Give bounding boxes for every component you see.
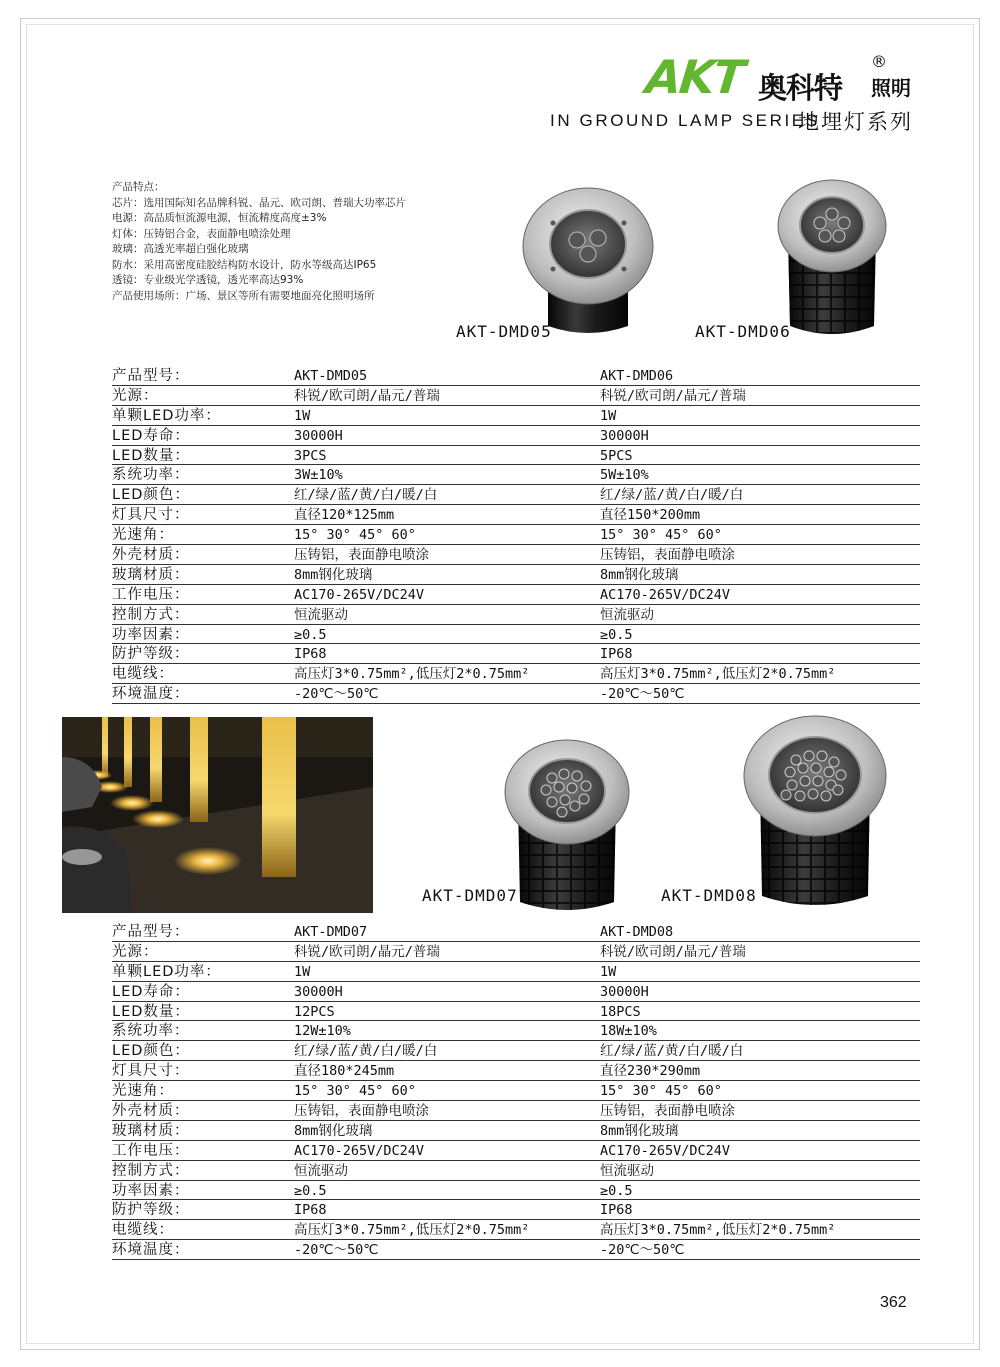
spec-value-left: 8mm钢化玻璃: [294, 566, 373, 583]
spec-value-left: 15° 30° 45° 60°: [294, 1083, 416, 1100]
spec-row: [112, 485, 920, 505]
series-title: [550, 106, 930, 136]
spec-value-left: ≥0.5: [294, 626, 327, 643]
feature-line: 透镜：专业级光学透镜，透光率高达93%: [112, 274, 304, 286]
spec-value-right: 直径150*200mm: [600, 507, 701, 524]
spec-row: [112, 962, 920, 982]
series-title-cn: 地埋灯系列: [798, 110, 913, 134]
spec-value-right: IP68: [600, 646, 633, 663]
spec-label: 系统功率：: [112, 1023, 190, 1040]
spec-value-left: 红/绿/蓝/黄/白/暖/白: [294, 487, 438, 504]
spec-row: [112, 1101, 920, 1121]
spec-row: [112, 1121, 920, 1141]
spec-value-left: 科锐/欧司朗/晶元/普瑞: [294, 943, 440, 960]
spec-label: 控制方式：: [112, 1162, 190, 1179]
spec-value-right: 红/绿/蓝/黄/白/暖/白: [600, 1043, 744, 1060]
spec-row: [112, 1200, 920, 1220]
spec-value-left: 12W±10%: [294, 1023, 351, 1040]
spec-value-left: -20℃～50℃: [294, 686, 379, 703]
spec-value-left: 3PCS: [294, 447, 327, 464]
spec-label: 电缆线：: [112, 666, 174, 683]
spec-value-left: IP68: [294, 646, 327, 663]
spec-label: 环境温度：: [112, 1242, 190, 1259]
spec-value-left: AC170-265V/DC24V: [294, 586, 425, 603]
spec-value-right: 压铸铝，表面静电喷涂: [600, 1103, 735, 1120]
spec-row: [112, 465, 920, 485]
spec-value-left: 高压灯3*0.75mm²,低压灯2*0.75mm²: [294, 1222, 530, 1239]
feature-line: 灯体：压铸铝合金，表面静电喷涂处理: [112, 227, 291, 240]
spec-row: [112, 605, 920, 625]
caption-dmd07: AKT-DMD07: [422, 886, 518, 905]
spec-label: 控制方式：: [112, 606, 190, 623]
product-photo-dmd07: [502, 736, 632, 916]
scene-photo: [62, 717, 373, 913]
spec-value-left: 30000H: [294, 427, 343, 444]
spec-value-left: AC170-265V/DC24V: [294, 1142, 425, 1159]
spec-row: [112, 1061, 920, 1081]
feature-line: 防水：采用高密度硅胶结构防水设计，防水等级高达IP65: [112, 258, 377, 271]
spec-row: [112, 1240, 920, 1260]
spec-value-left: 12PCS: [294, 1003, 335, 1020]
spec-value-right: 5W±10%: [600, 467, 649, 484]
spec-value-right: 30000H: [600, 427, 649, 444]
spec-value-right: 8mm钢化玻璃: [600, 566, 679, 583]
spec-value-left: 恒流驱动: [294, 606, 348, 623]
spec-value-left: 直径120*125mm: [294, 507, 395, 524]
spec-value-right: 1W: [600, 407, 617, 424]
spec-value-left: 3W±10%: [294, 467, 343, 484]
spec-label: 单颗LED功率：: [112, 407, 221, 424]
spec-value-right: IP68: [600, 1202, 633, 1219]
spec-value-right: ≥0.5: [600, 626, 633, 643]
spec-row: [112, 1002, 920, 1022]
spec-value-right: AC170-265V/DC24V: [600, 1142, 731, 1159]
spec-label: 产品型号：: [112, 368, 190, 384]
spec-value-right: 18PCS: [600, 1003, 641, 1020]
spec-value-right: 30000H: [600, 983, 649, 1000]
spec-value-left: 科锐/欧司朗/晶元/普瑞: [294, 387, 440, 404]
spec-label: 灯具尺寸：: [112, 507, 190, 524]
spec-value-right: 15° 30° 45° 60°: [600, 527, 722, 544]
spec-label: 系统功率：: [112, 467, 190, 484]
spec-row: [112, 1161, 920, 1181]
spec-label: LED颜色：: [112, 487, 190, 504]
spec-value-right: 高压灯3*0.75mm²,低压灯2*0.75mm²: [600, 1222, 836, 1239]
spec-value-right: -20℃～50℃: [600, 686, 685, 703]
registered-mark: ®: [871, 52, 887, 71]
spec-value-right: 18W±10%: [600, 1023, 657, 1040]
spec-value-right: 5PCS: [600, 447, 633, 464]
spec-label: 外壳材质：: [112, 547, 190, 564]
spec-value-right: AC170-265V/DC24V: [600, 586, 731, 603]
brand-logo-letters: AKT: [643, 50, 746, 104]
caption-dmd08: AKT-DMD08: [661, 886, 757, 905]
spec-value-left: 8mm钢化玻璃: [294, 1122, 373, 1139]
spec-table-dmd05-dmd06: [112, 366, 920, 704]
spec-label: 光源：: [112, 387, 159, 404]
spec-label: 环境温度：: [112, 686, 190, 703]
caption-dmd05: AKT-DMD05: [456, 322, 552, 341]
feature-line: 电源：高品质恒流源电源，恒流精度高度±3%: [112, 212, 327, 224]
spec-value-left: 压铸铝，表面静电喷涂: [294, 1103, 429, 1120]
spec-row: [112, 366, 920, 386]
spec-value-right: 恒流驱动: [600, 1162, 654, 1179]
spec-label: 光速角：: [112, 527, 174, 544]
spec-value-right: 1W: [600, 963, 617, 980]
brand-lighting: 照明: [871, 76, 911, 100]
spec-row: [112, 664, 920, 684]
spec-label: 功率因素：: [112, 1182, 190, 1199]
spec-label: 功率因素：: [112, 626, 190, 643]
spec-row: [112, 1081, 920, 1101]
product-photo-dmd08: [742, 712, 888, 912]
spec-label: 工作电压：: [112, 586, 190, 603]
spec-row: [112, 1141, 920, 1161]
spec-row: [112, 684, 920, 704]
spec-value-right: AKT-DMD06: [600, 368, 674, 384]
product-photo-dmd06: [776, 178, 888, 340]
spec-row: [112, 1181, 920, 1201]
caption-dmd06: AKT-DMD06: [695, 322, 791, 341]
spec-row: [112, 545, 920, 565]
spec-value-left: AKT-DMD05: [294, 368, 368, 384]
spec-label: 防护等级：: [112, 646, 190, 663]
spec-label: LED数量：: [112, 1003, 190, 1020]
spec-value-left: IP68: [294, 1202, 327, 1219]
spec-row: [112, 1220, 920, 1240]
spec-value-left: -20℃～50℃: [294, 1242, 379, 1259]
spec-row: [112, 982, 920, 1002]
spec-label: 玻璃材质：: [112, 566, 190, 583]
feature-line: 芯片：选用国际知名品牌科锐、晶元、欧司朗、普瑞大功率芯片: [112, 196, 406, 209]
spec-value-left: 1W: [294, 963, 311, 980]
spec-label: 电缆线：: [112, 1222, 174, 1239]
spec-value-right: ≥0.5: [600, 1182, 633, 1199]
product-photo-dmd05: [520, 186, 656, 336]
spec-row: [112, 446, 920, 466]
spec-row: [112, 585, 920, 605]
spec-row: [112, 426, 920, 446]
spec-row: [112, 942, 920, 962]
spec-value-left: 1W: [294, 407, 311, 424]
spec-value-left: 30000H: [294, 983, 343, 1000]
spec-value-right: 恒流驱动: [600, 606, 654, 623]
spec-label: 工作电压：: [112, 1142, 190, 1159]
spec-value-left: 红/绿/蓝/黄/白/暖/白: [294, 1043, 438, 1060]
feature-line: 玻璃：高透光率超白强化玻璃: [112, 243, 249, 255]
spec-value-right: -20℃～50℃: [600, 1242, 685, 1259]
spec-row: [112, 505, 920, 525]
spec-label: 外壳材质：: [112, 1103, 190, 1120]
product-features: [112, 180, 406, 304]
spec-row: [112, 644, 920, 664]
spec-value-right: 15° 30° 45° 60°: [600, 1083, 722, 1100]
spec-label: 光源：: [112, 943, 159, 960]
spec-value-left: ≥0.5: [294, 1182, 327, 1199]
spec-row: [112, 406, 920, 426]
spec-value-left: 压铸铝，表面静电喷涂: [294, 547, 429, 564]
spec-value-right: 压铸铝，表面静电喷涂: [600, 547, 735, 564]
spec-value-left: 15° 30° 45° 60°: [294, 527, 416, 544]
spec-row: [112, 922, 920, 942]
brand-name: 奥科特: [758, 71, 843, 105]
spec-table-dmd07-dmd08: [112, 922, 920, 1260]
spec-label: LED颜色：: [112, 1043, 190, 1060]
spec-value-right: 直径230*290mm: [600, 1063, 701, 1080]
spec-value-left: AKT-DMD07: [294, 924, 368, 940]
spec-label: 防护等级：: [112, 1202, 190, 1219]
spec-row: [112, 525, 920, 545]
spec-label: 光速角：: [112, 1083, 174, 1100]
page-number: 362: [880, 1294, 907, 1311]
spec-row: [112, 565, 920, 585]
series-title-en: IN GROUND LAMP SERIES: [550, 111, 820, 130]
spec-value-right: 红/绿/蓝/黄/白/暖/白: [600, 487, 744, 504]
spec-value-left: 高压灯3*0.75mm²,低压灯2*0.75mm²: [294, 666, 530, 683]
spec-label: LED数量：: [112, 447, 190, 464]
spec-value-right: 科锐/欧司朗/晶元/普瑞: [600, 387, 746, 404]
spec-row: [112, 1021, 920, 1041]
spec-label: 单颗LED功率：: [112, 963, 221, 980]
spec-value-right: AKT-DMD08: [600, 924, 674, 940]
spec-value-right: 8mm钢化玻璃: [600, 1122, 679, 1139]
spec-row: [112, 625, 920, 645]
spec-value-left: 恒流驱动: [294, 1162, 348, 1179]
spec-label: LED寿命：: [112, 427, 190, 444]
spec-label: 产品型号：: [112, 924, 190, 940]
features-heading: 产品特点：: [112, 181, 165, 193]
spec-value-right: 高压灯3*0.75mm²,低压灯2*0.75mm²: [600, 666, 836, 683]
spec-value-right: 科锐/欧司朗/晶元/普瑞: [600, 943, 746, 960]
spec-label: 灯具尺寸：: [112, 1063, 190, 1080]
spec-label: 玻璃材质：: [112, 1122, 190, 1139]
spec-value-left: 直径180*245mm: [294, 1063, 395, 1080]
feature-line: 产品使用场所：广场、景区等所有需要地面亮化照明场所: [112, 289, 375, 302]
spec-label: LED寿命：: [112, 983, 190, 1000]
spec-row: [112, 1041, 920, 1061]
brand-logo: [643, 50, 936, 105]
spec-row: [112, 386, 920, 406]
